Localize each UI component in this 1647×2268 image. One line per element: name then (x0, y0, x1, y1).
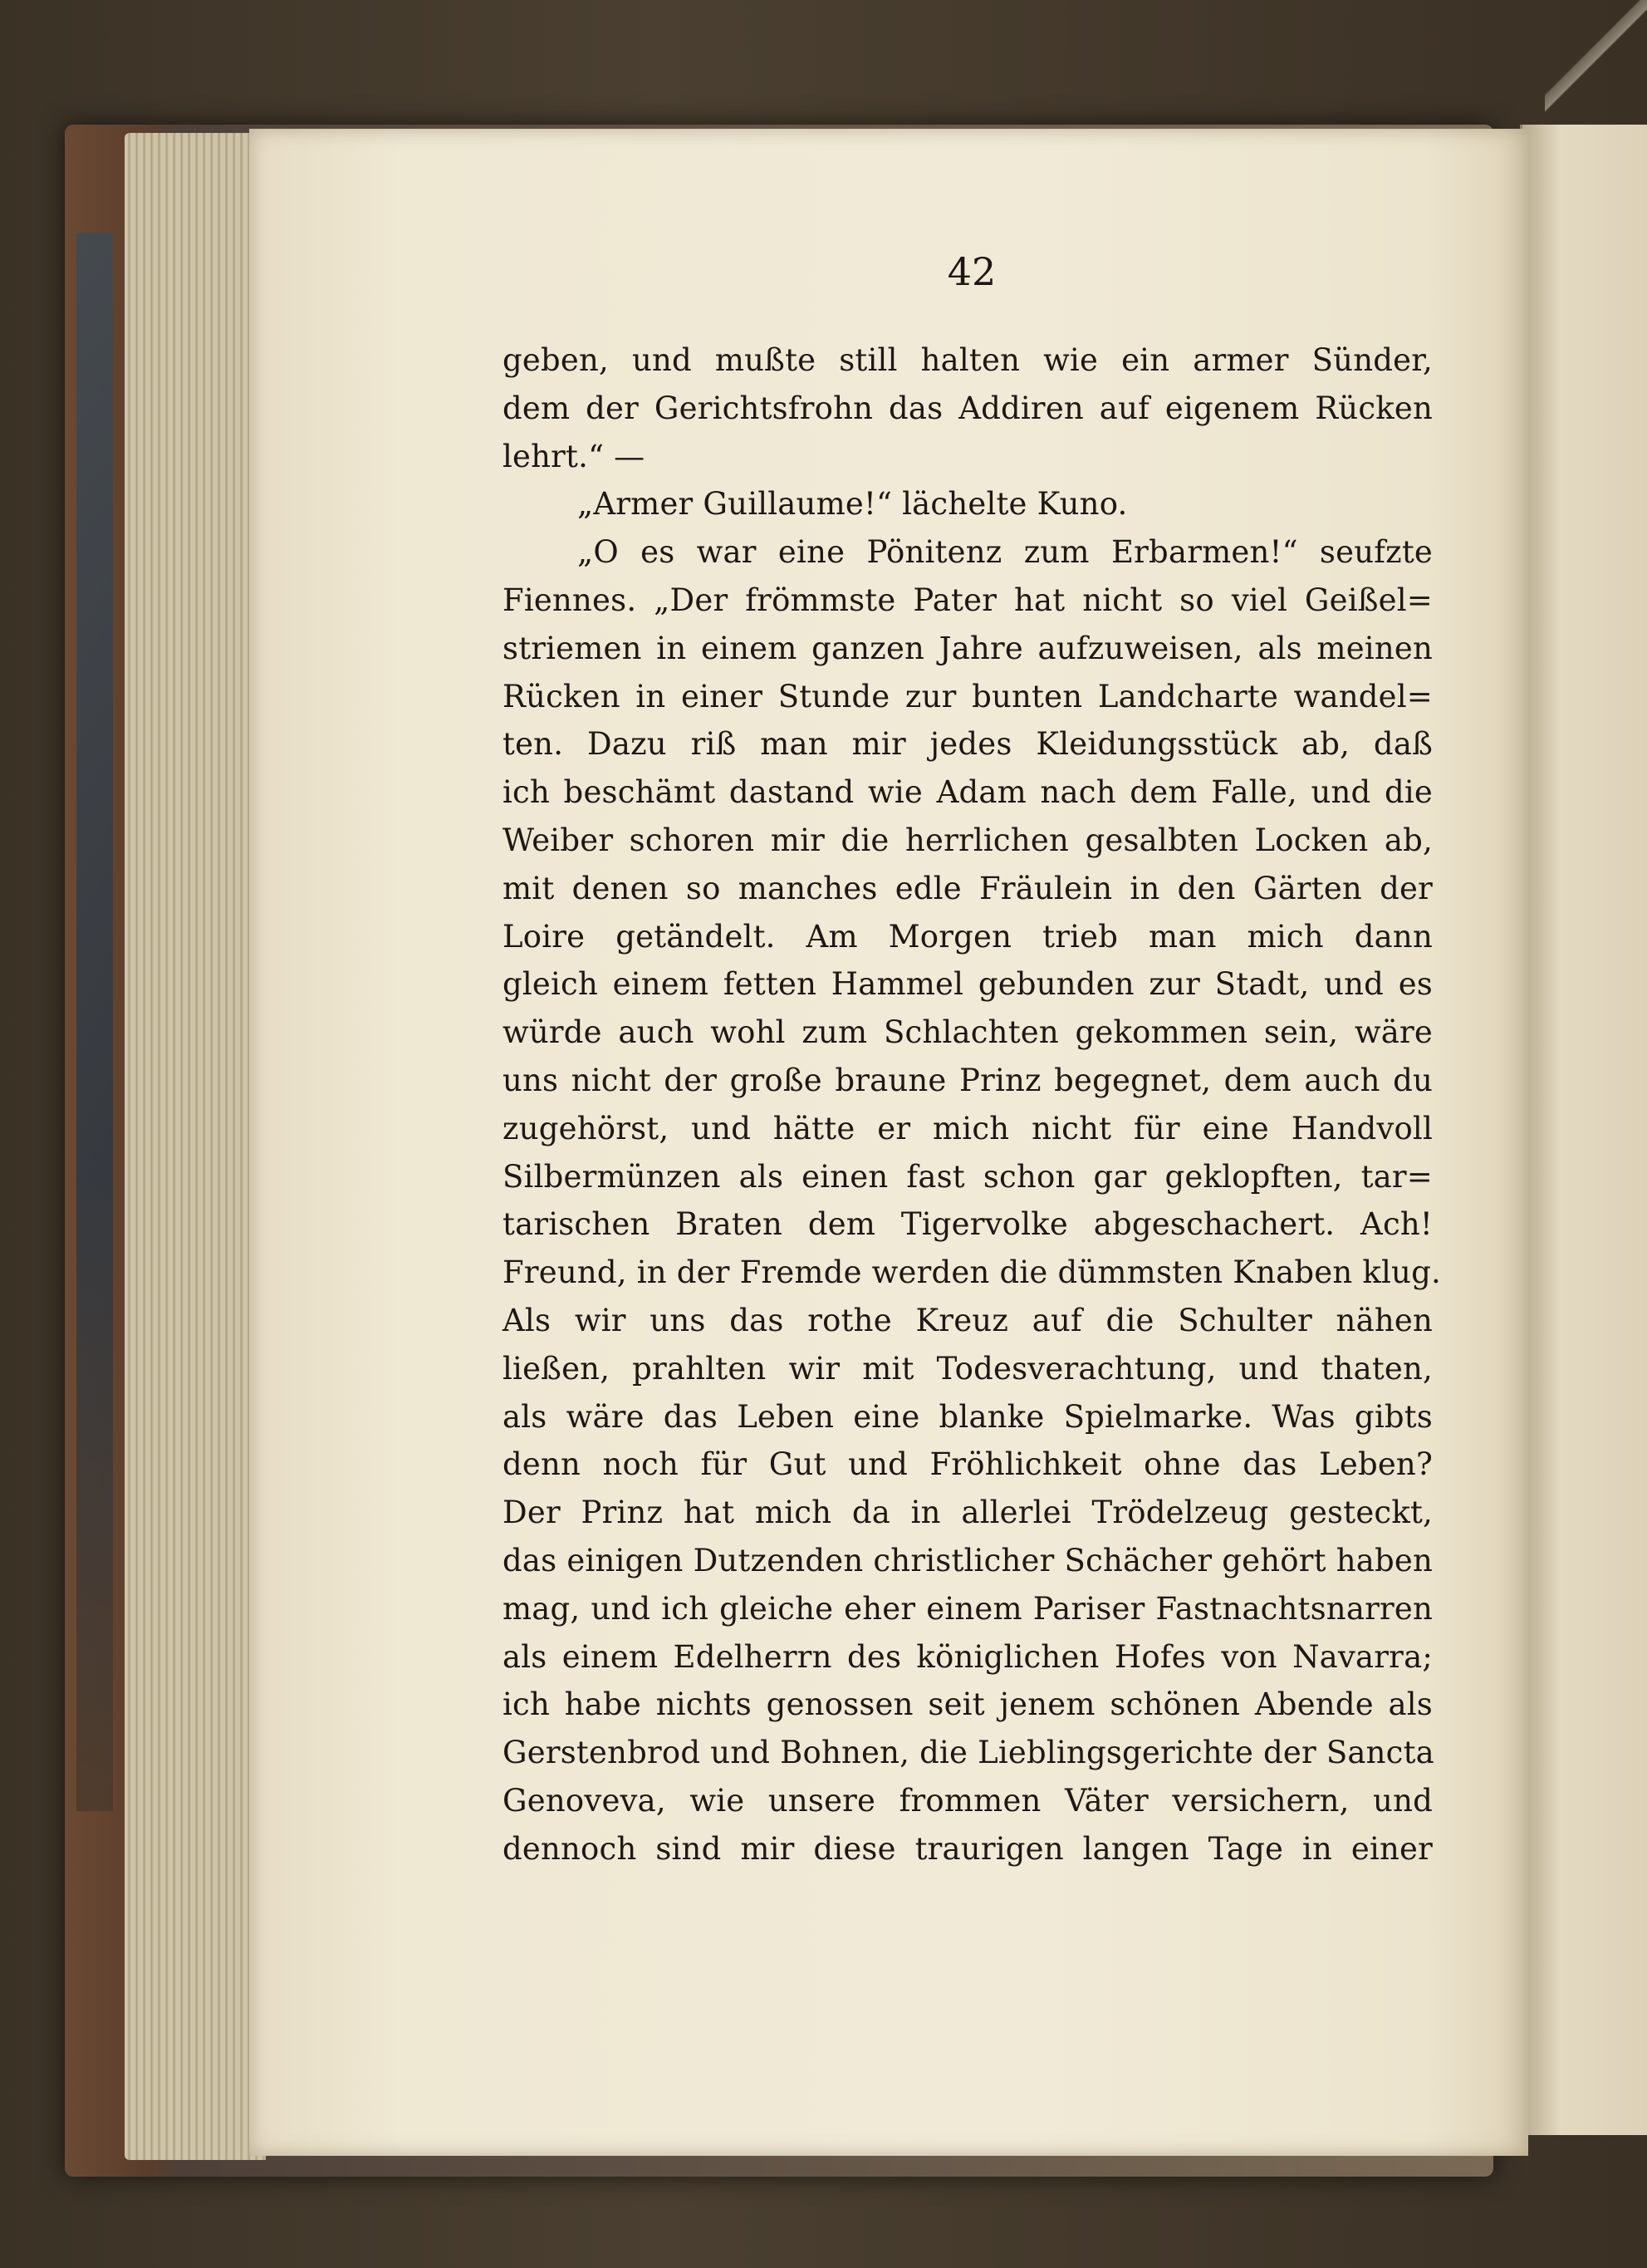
text-line: geben, und mußte still halten wie ein armer Sünder, (502, 342, 1433, 378)
text-line: gleich einem fetten Hammel gebunden zur Stadt, und es (502, 966, 1433, 1003)
page-number: 42 (947, 249, 997, 294)
text-line: ließen, prahlten wir mit Todesverachtung, und thaten, (502, 1350, 1433, 1387)
text-line: ich beschämt dastand wie Adam nach dem Falle, und die (502, 774, 1433, 811)
page-text (502, 336, 1441, 1873)
text-line: mit denen so manches edle Fräulein in den Gärten der (502, 870, 1433, 906)
text-line: Der Prinz hat mich da in allerlei Trödelzeug gesteckt, (502, 1495, 1433, 1531)
facing-page (1520, 125, 1647, 2135)
cover-spine-strip (76, 233, 113, 1811)
bookmark-string (1545, 0, 1647, 133)
text-line: Gerstenbrod und Bohnen, die Lieblingsgerichte der Sancta (502, 1735, 1434, 1771)
text-line: das einigen Dutzenden christlicher Schächer gehört haben (502, 1542, 1433, 1578)
text-line: dennoch sind mir diese traurigen langen Tage in einer (502, 1830, 1433, 1867)
text-line: würde auch wohl zum Schlachten gekommen sein, wäre (502, 1014, 1433, 1051)
text-line: Genoveva, wie unsere frommen Väter versichern, und (502, 1782, 1433, 1819)
text-line: Silbermünzen als einen fast schon gar geklopften, tar= (502, 1158, 1433, 1195)
text-line: lehrt.“ — (502, 438, 645, 474)
text-line: zugehörst, und hätte er mich nicht für eine Handvoll (502, 1110, 1433, 1146)
text-line: mag, und ich gleiche eher einem Pariser Fastnachtsnarren (502, 1590, 1433, 1627)
text-line: als einem Edelherrn des königlichen Hofes von Navarra; (502, 1638, 1433, 1675)
text-line: denn noch für Gut und Fröhlichkeit ohne das Leben? (502, 1446, 1433, 1483)
text-line: Freund, in der Fremde werden die dümmsten Knaben klug. (502, 1254, 1441, 1291)
text-line: Weiber schoren mir die herrlichen gesalbten Locken ab, (502, 822, 1433, 858)
text-line: tarischen Braten dem Tigervolke abgeschachert. Ach! (502, 1206, 1433, 1243)
text-line: uns nicht der große braune Prinz begegnet, dem auch du (502, 1062, 1433, 1098)
text-line: „Armer Guillaume!“ lächelte Kuno. (577, 486, 1128, 523)
text-line: „O es war eine Pönitenz zum Erbarmen!“ seufzte (577, 534, 1433, 571)
text-line: striemen in einem ganzen Jahre aufzuweisen, als meinen (502, 630, 1433, 666)
page-edges (125, 133, 266, 2160)
text-line: Fiennes. „Der frömmste Pater hat nicht so viel Geißel= (502, 582, 1433, 618)
text-line: Als wir uns das rothe Kreuz auf die Schulter nähen (502, 1302, 1433, 1338)
text-line: ten. Dazu riß man mir jedes Kleidungsstück ab, daß (502, 726, 1433, 763)
text-line: ich habe nichts genossen seit jenem schönen Abende als (502, 1686, 1433, 1723)
text-line: als wäre das Leben eine blanke Spielmarke. Was gibts (502, 1398, 1433, 1435)
text-line: dem der Gerichtsfrohn das Addiren auf eigenem Rücken (502, 390, 1433, 426)
text-line: Rücken in einer Stunde zur bunten Landcharte wandel= (502, 678, 1433, 714)
text-line: Loire getändelt. Am Morgen trieb man mich dann (502, 918, 1433, 955)
